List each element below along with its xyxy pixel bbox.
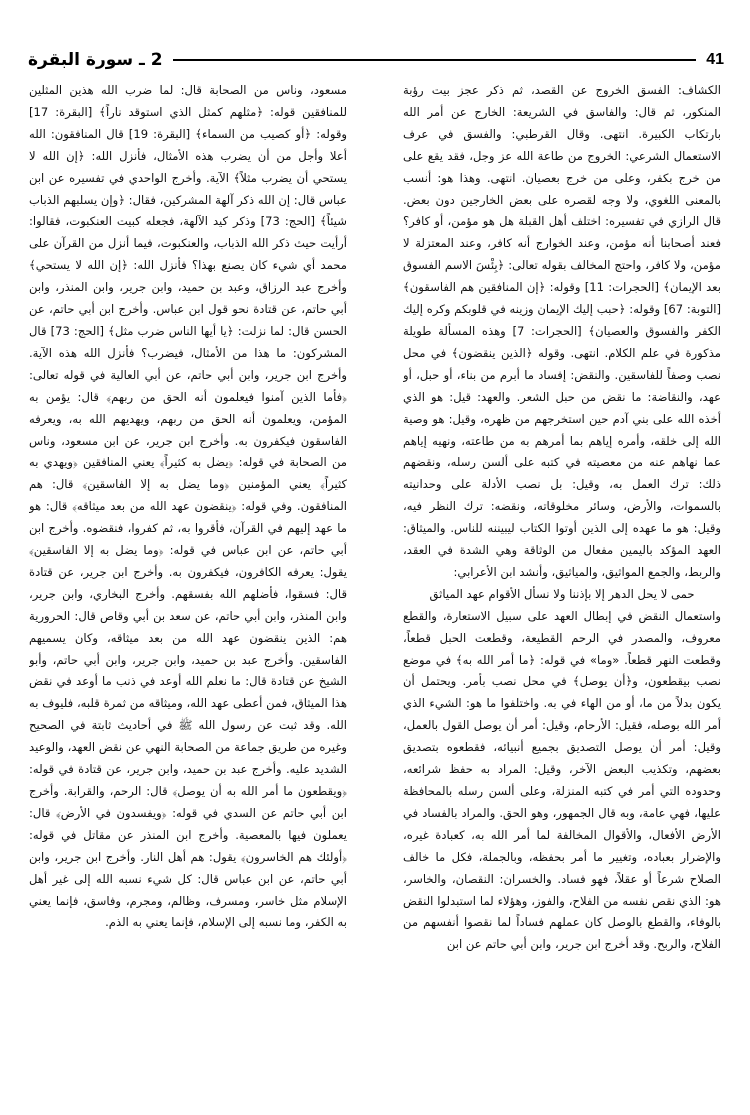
page-header <box>28 48 724 72</box>
right-paragraph-2: واستعمال النقض في إبطال العهد على سبيل الاستعارة، والقطع معروف، والمصدر في الرحم القطيعة، وقطعت الحبل قطعاً، وقطعت النهر قطعاً. «وما» في قوله: ﴿ما أمر الله به﴾ في موضع نصب بيقطعون، و﴿أن يوصل﴾ في محل نصب بأمر. ويحتمل أن يكون بدلاً من ما، أو من الهاء في به. واختلفوا ما هو: الشيء الذي أمر الله بوصله، فقيل: الأرحام، وقيل: أمر أن يوصل القول بالعمل، وقيل: أمر أن يوصل التصديق بجميع أنبيائه، فقطعوه بتصديق بعضهم، وتكذيب البعض الآخر، وقيل: المراد به حفظ شرائعه، وحدوده التي أمر في كتبه المنزلة، وعلى ألسن رسله بالمحافظة عليها، فهي عامة، وبه قال الجمهور، وهو الحق. والمراد بالفساد في الأرض الأفعال، والأقوال المخالفة لما أمر الله به، كعبادة غيره، والإضرار بعباده، وتغيير ما أمر بحفظه، وبالجملة، فكل ما خالف الصلاح شرعاً أو عقلاً، فهو فساد. والخسران: النقصان، والخاسر، هو: الذي نقص نفسه من الفلاح، والفوز، وهؤلاء لما استبدلوا النقض بالوفاء، والقطع بالوصل كان عملهم فساداً لما نقصوا أنفسهم من الفلاح، والربح. وقد أخرج ابن جرير، وابن أبي حاتم عن ابن <box>403 608 721 952</box>
right-paragraph-1: الكشاف: الفسق الخروج عن القصد، ثم ذكر عجز بيت رؤبة المنكور، ثم قال: والفاسق في الشريعة: الخارج عن أمر الله بارتكاب الكبيرة. انتهى. وقال القرطبي: والفسق في عرف الاستعمال الشرعي: الخروج من طاعة الله عز وجل، فقد يقع على من خرج بكفر، وعلى من خرج بعصيان. انتهى. وهذا هو: أنسب بالمعنى اللغوي، ولا وجه لقصره على بعض الخارجين دون بعض. قال الرازي في تفسيره: اختلف أهل القبلة هل هو مؤمن، أو كافر؟ فعند أصحابنا أنه مؤمن، وعند الخوارج أنه كافر، وعند المعتزلة لا مؤمن، ولا كافر، واحتج المخالف بقوله تعالى: ﴿بِئْسَ الاسم الفسوق بعد الإيمان﴾ [الحجرات: 11] وقوله: ﴿إن المنافقين هم الفاسقون﴾ [التوبة: 67] وقوله: ﴿حبب إليك الإيمان وزينه في قلوبكم وكره إليك الكفر والفسوق والعصيان﴾ [الحجرات: 7] وهذه المسألة طويلة مذكورة في علم الكلام. انتهى. وقوله ﴿الذين ينقضون﴾ في محل نصب وصفاً للفاسقين. والنقض: إفساد ما أبرم من بناء، أو حبل، أو عهد، والنقاضة: ما نقض من حبل الشعر. والعهد: قيل: هو الذي أخذه الله على بني آدم حين استخرجهم من ظهره، وقيل: هو وصية الله إلى خلقه، وأمره إياهم بما أمرهم به من طاعته، ونهيه إياهم عما نهاهم عنه من معصيته في كتبه على ألسن رسله، ونقضهم ذلك: ترك العمل به، وقيل: بل نصب الأدلة على وحدانيته بالسموات، والأرض، وسائر مخلوقاته، ونقضه: ترك النظر فيه، وقيل: هو ما عهده إلى الذين أوتوا الكتاب ليبيننه للناس. والميثاق: العهد المؤكد باليمين مفعال من الوثاقة وهي الشدة في العقد، والربط، والجمع المواثيق، والمياثيق، وأنشد ابن الأعرابي: <box>403 83 721 579</box>
poetry-verse: حمى لا يحل الدهر إلا بإذننا ولا نسأل الأقوام عهد المياثق <box>429 586 695 601</box>
page-number: 41 <box>706 51 724 68</box>
surah-title: 2 ـ سورة البقرة <box>28 50 163 70</box>
header-rule <box>173 59 697 61</box>
right-column <box>403 80 721 1080</box>
left-paragraph-1: مسعود، وناس من الصحابة قال: لما ضرب الله هذين المثلين للمنافقين قوله: ﴿مثلهم كمثل الذي استوقد ناراً﴾ [البقرة: 17] وقوله: ﴿أو كصيب من السماء﴾ [البقرة: 19] قال المنافقون: الله أعلا وأجل من أن يضرب هذه الأمثال، فأنزل الله: ﴿إن الله لا يستحي أن يضرب مثلاً﴾ الآية. وأخرج الواحدي في تفسيره عن ابن عباس قال: إن الله ذكر آلهة المشركين، فقال: ﴿وإن يسلبهم الذباب شيئاً﴾ [الحج: 73] وذكر كيد الآلهة، فجعله كبيت العنكبوت، فقالوا: أرأيت حيث ذكر الله الذباب، والعنكبوت، فيما أنزل من القرآن على محمد أي شيء كان يصنع بهذا؟ فأنزل الله: ﴿إن الله لا يستحي﴾ وأخرج عبد الرزاق، وعبد بن حميد، وابن جرير، وابن المنذر، وابن أبي حاتم، عن قتادة نحو قول ابن عباس. وأخرج ابن أبي حاتم، عن الحسن قال: لما نزلت: ﴿يا أيها الناس ضرب مثل﴾ [الحج: 73] قال المشركون: ما هذا من الأمثال، فيضرب؟ فأنزل الله هذه الآية. وأخرج ابن جرير، وابن أبي حاتم، عن أبي العالية في قوله تعالى: ﴿فأما الذين آمنوا فيعلمون أنه الحق من ربهم﴾ قال: يؤمن به المؤمن، ويعلمون أنه الحق من ربهم، ويهديهم الله به، ويعرفه الفاسقون فيكفرون به. وأخرج ابن جرير، عن ابن مسعود، وناس من الصحابة في قوله: ﴿يضل به كثيراً﴾ يعني المنافقين ﴿ويهدي به كثيراً﴾ يعني المؤمنين ﴿وما يضل به إلا الفاسقين﴾ قال: هم المنافقون. وفي قوله: ﴿ينقضون عهد الله من بعد ميثاقه﴾ قال: هو ما عهد إليهم في القرآن، فأقروا به، ثم كفروا، فنقضوه. وأخرج ابن أبي حاتم، عن ابن عباس في قوله: ﴿وما يضل به إلا الفاسقين﴾ يقول: يعرفه الكافرون، فيكفرون به. وأخرج ابن جرير، عن قتادة قال: فسقوا، فأضلهم الله بفسقهم. وأخرج البخاري، وابن جرير، وابن المنذر، وابن أبي حاتم، عن سعد بن أبي وقاص قال: الحرورية هم: الذين ينقضون عهد الله من بعد ميثاقه، وكان يسميهم الفاسقين. وأخرج عبد بن حميد، وابن جرير، وابن أبي حاتم، وأبو الشيخ عن قتادة قال: ما نعلم الله أوعد في ذنب ما أوعد في نقض هذا الميثاق، فمن أعطى عهد الله، وميثاقه من ثمرة قلبه، فليوف به الله. وقد ثبت عن رسول الله ﷺ في أحاديث ثابتة في الصحيح وغيره من طريق جماعة من الصحابة النهي عن نقض العهد، والوعيد الشديد عليه. وأخرج عبد بن حميد، وابن جرير، عن قتادة في قوله: ﴿ويقطعون ما أمر الله به أن يوصل﴾ قال: الرحم، والقرابة. وأخرج ابن أبي حاتم عن السدي في قوله: ﴿ويفسدون في الأرض﴾ قال: يعملون فيها بالمعصية. وأخرج ابن المنذر عن مقاتل في قوله: ﴿أولئك هم الخاسرون﴾ يقول: هم أهل النار. وأخرج ابن جرير، وابن أبي حاتم، عن ابن عباس قال: كل شيء نسبه الله إلى غير أهل الإسلام مثل خاسر، ومسرف، وظالم، ومجرم، وفاسق، فإنما يعني به الكفر، وما نسبه إلى الإسلام، فإنما يعني به الذم. <box>29 83 347 930</box>
left-column <box>29 80 347 1080</box>
